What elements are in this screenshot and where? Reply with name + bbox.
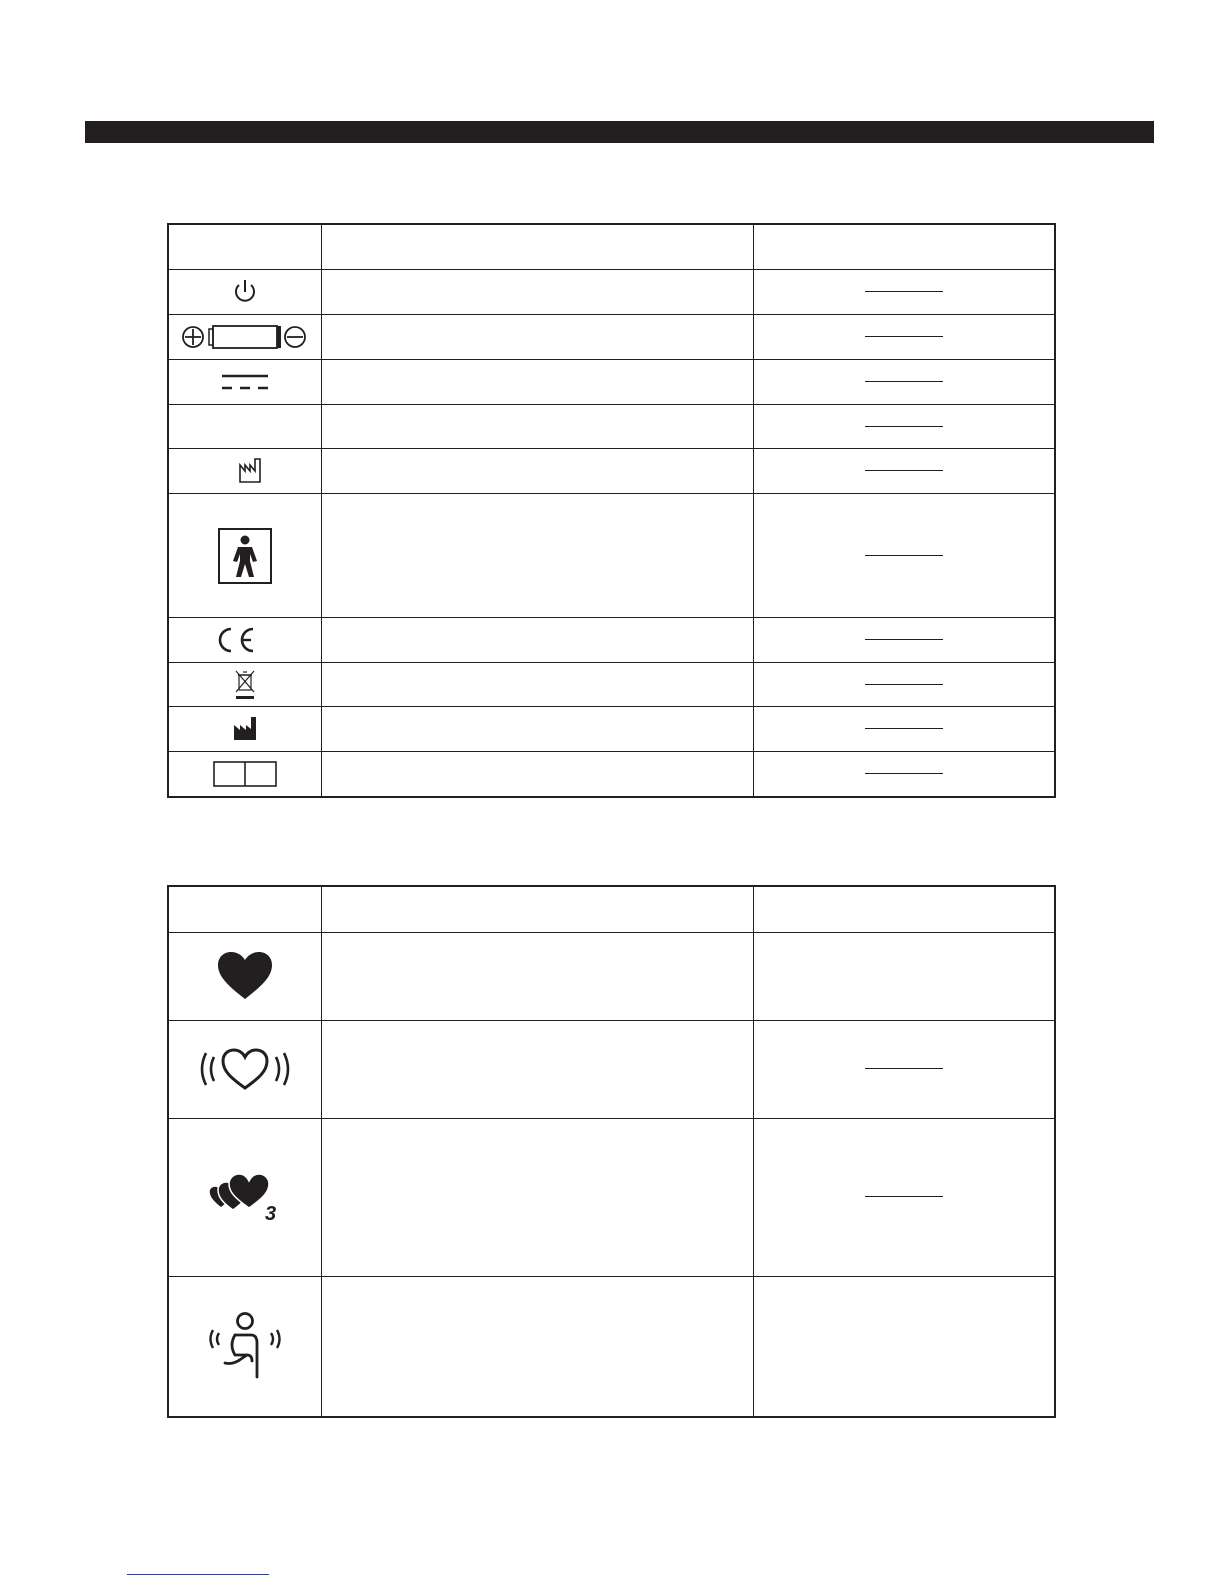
table-row (168, 494, 1055, 618)
function-cell (753, 449, 1055, 494)
symbol-cell (168, 1118, 321, 1276)
function-cell (753, 360, 1055, 405)
blank-line (865, 470, 943, 471)
symbol-cell (168, 1276, 321, 1417)
table-row (168, 752, 1055, 797)
description-cell (321, 494, 753, 618)
ec-rep-box-icon (212, 760, 278, 788)
description-cell (321, 1118, 753, 1276)
description-cell (321, 405, 753, 449)
function-cell (753, 752, 1055, 797)
function-cell (753, 618, 1055, 663)
description-cell (321, 315, 753, 360)
symbols-table (167, 223, 1056, 798)
header-cell-description (321, 224, 753, 270)
table-header-row (168, 886, 1055, 932)
type-bf-applied-part-icon (217, 527, 273, 585)
header-cell-description (321, 886, 753, 932)
table-row (168, 270, 1055, 315)
function-cell (753, 1276, 1055, 1417)
table-row (168, 1118, 1055, 1276)
function-cell (753, 707, 1055, 752)
table-row (168, 1276, 1055, 1417)
irregular-heartbeat-icon (198, 1045, 292, 1093)
section-header-bar (85, 121, 1154, 143)
symbol-cell (168, 360, 321, 405)
table-row (168, 618, 1055, 663)
blank-line (865, 773, 943, 774)
description-cell (321, 707, 753, 752)
link-underline[interactable] (127, 1574, 269, 1575)
table-row (168, 663, 1055, 707)
body-movement-icon (207, 1311, 283, 1381)
direct-current-icon (220, 371, 270, 393)
description-cell (321, 932, 753, 1020)
function-cell (753, 1118, 1055, 1276)
symbol-cell (168, 270, 321, 315)
blank-line (865, 555, 943, 556)
function-cell (753, 315, 1055, 360)
symbol-cell (168, 449, 321, 494)
blank-line (865, 639, 943, 640)
heart-icon (217, 951, 273, 1001)
table-row (168, 1020, 1055, 1118)
table-row (168, 405, 1055, 449)
blank-line (865, 728, 943, 729)
table-row (168, 449, 1055, 494)
function-cell (753, 270, 1055, 315)
description-cell (321, 1276, 753, 1417)
description-cell (321, 663, 753, 707)
blank-line (865, 1068, 943, 1069)
ce-mark-icon (213, 626, 257, 654)
battery-polarity-icon (181, 322, 309, 352)
blank-line (865, 426, 943, 427)
weee-crossed-bin-icon (234, 669, 256, 701)
function-cell (753, 494, 1055, 618)
blank-line (865, 1196, 943, 1197)
description-cell (321, 360, 753, 405)
symbol-cell (168, 752, 321, 797)
three-hearts-icon (207, 1172, 283, 1222)
table-row (168, 360, 1055, 405)
header-cell-symbol (168, 224, 321, 270)
table-header-row (168, 224, 1055, 270)
manufacturer-icon (232, 716, 258, 742)
header-cell-function (753, 224, 1055, 270)
function-cell (753, 663, 1055, 707)
description-cell (321, 752, 753, 797)
description-cell (321, 449, 753, 494)
symbol-cell (168, 494, 321, 618)
table-row (168, 707, 1055, 752)
table-row (168, 315, 1055, 360)
power-icon (232, 278, 258, 306)
function-cell (753, 1020, 1055, 1118)
symbol-cell (168, 707, 321, 752)
symbol-cell (168, 405, 321, 449)
blank-line (865, 336, 943, 337)
three-hearts-subscript: 3 (264, 1203, 276, 1222)
header-cell-function (753, 886, 1055, 932)
symbol-cell (168, 1020, 321, 1118)
date-of-manufacture-icon (235, 457, 265, 485)
description-cell (321, 1020, 753, 1118)
header-cell-symbol (168, 886, 321, 932)
function-cell (753, 932, 1055, 1020)
symbol-cell (168, 618, 321, 663)
function-cell (753, 405, 1055, 449)
display-symbols-table (167, 885, 1056, 1418)
symbol-cell (168, 663, 321, 707)
blank-line (865, 291, 943, 292)
symbol-cell (168, 932, 321, 1020)
table-row (168, 932, 1055, 1020)
blank-line (865, 381, 943, 382)
description-cell (321, 618, 753, 663)
description-cell (321, 270, 753, 315)
blank-line (865, 684, 943, 685)
symbol-cell (168, 315, 321, 360)
